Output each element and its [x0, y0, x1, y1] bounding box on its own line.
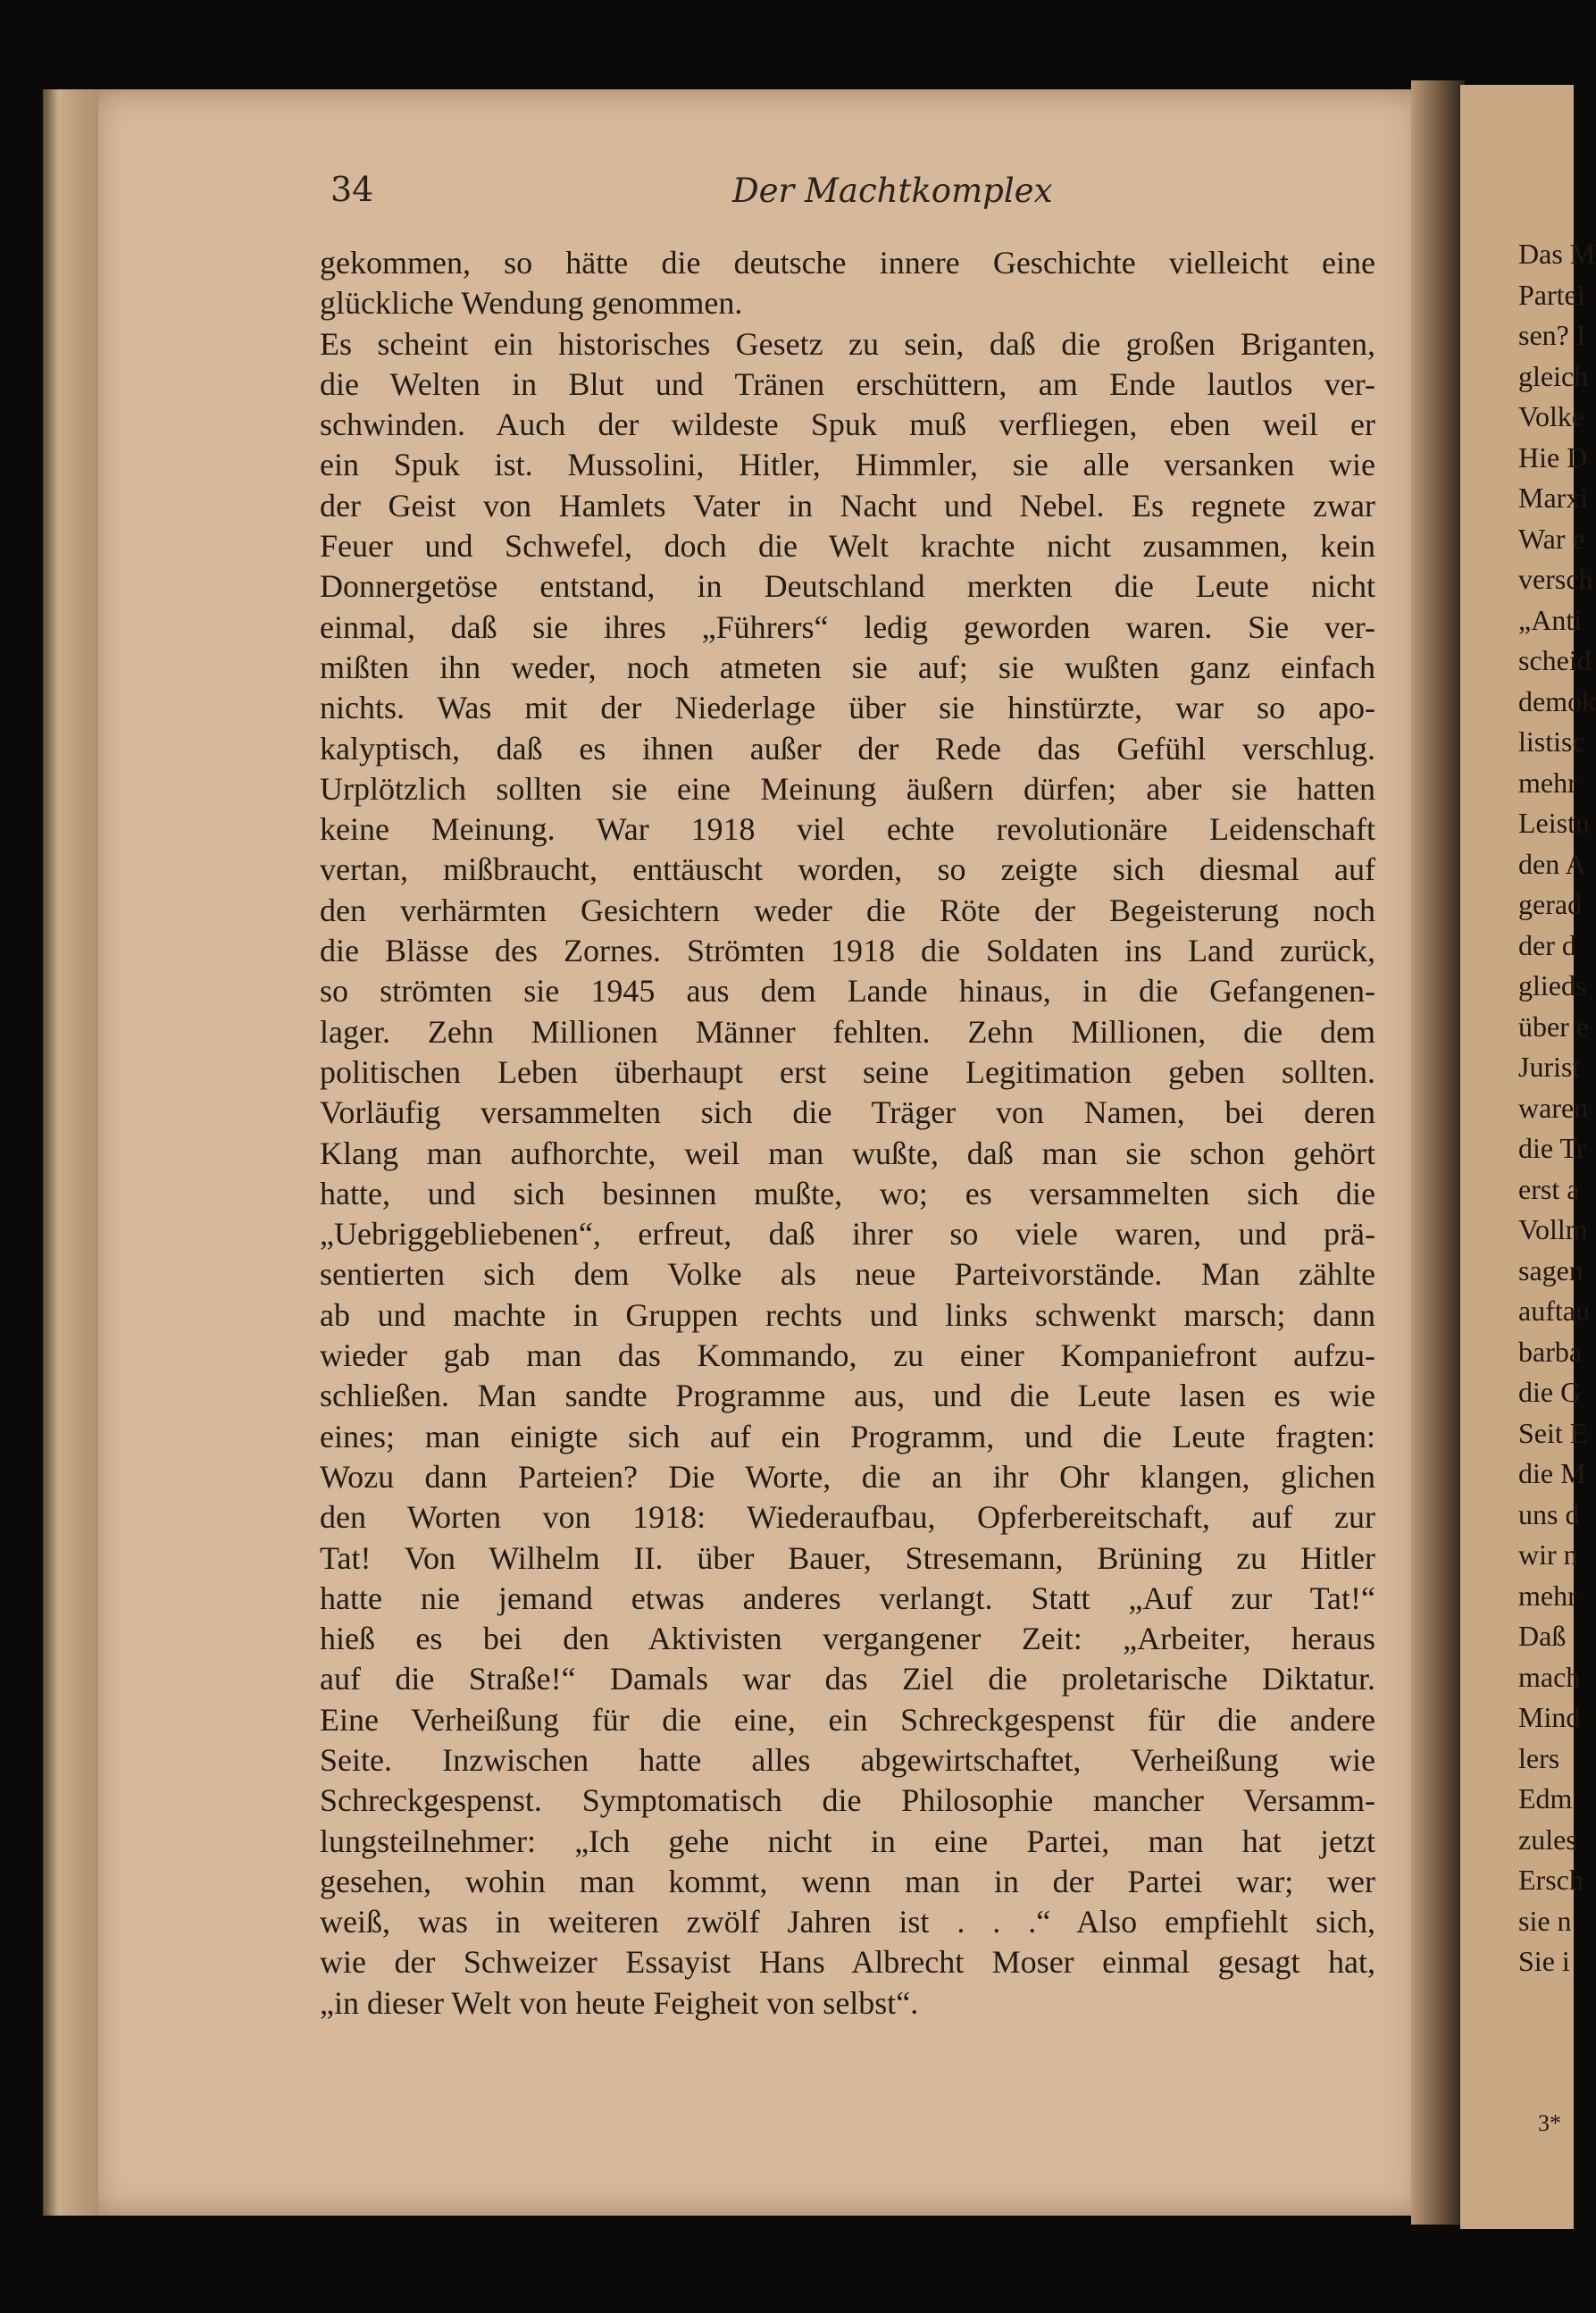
text-line: Seite. Inzwischen hatte alles abgewirtschaftet, Verheißung wie: [320, 1741, 1375, 1778]
next-page-line-fragment: wir n: [1518, 1538, 1578, 1571]
next-page-line-fragment: listisc: [1518, 725, 1585, 758]
next-page-line-fragment: über e: [1518, 1010, 1590, 1043]
next-page-line-fragment: Mind: [1518, 1701, 1581, 1733]
text-line: nichts. Was mit der Niederlage über sie hinstürzte, war so apo-: [320, 690, 1375, 726]
text-line: ab und machte in Gruppen rechts und links schwenkt marsch; dann: [320, 1296, 1375, 1333]
next-page-line-fragment: glieds: [1518, 969, 1587, 1001]
next-page-line-fragment: barba: [1518, 1335, 1583, 1368]
text-line: den Worten von 1918: Wiederaufbau, Opferbereitschaft, auf zur: [320, 1499, 1375, 1536]
text-line: weiß, was in weiteren zwölf Jahren ist . . .“ Also empfiehlt sich,: [320, 1904, 1375, 1940]
next-page-line-fragment: Marxi: [1518, 482, 1589, 514]
next-page-line-fragment: Edm: [1518, 1782, 1573, 1814]
next-page-line-fragment: erst a: [1518, 1172, 1580, 1205]
text-line: die Welten in Blut und Tränen erschüttern, am Ende lautlos ver-: [320, 365, 1375, 402]
text-line: lungsteilnehmer: „Ich gehe nicht in eine Partei, man hat jetzt: [320, 1823, 1375, 1859]
text-line: Donnergetöse entstand, in Deutschland merkten die Leute nicht: [320, 568, 1375, 605]
text-line: kalyptisch, daß es ihnen außer der Rede das Gefühl verschlug.: [320, 730, 1375, 767]
text-line: glückliche Wendung genommen.: [320, 285, 743, 322]
next-page-line-fragment: Das M: [1518, 238, 1596, 270]
text-line: wieder gab man das Kommando, zu einer Kompaniefront aufzu-: [320, 1337, 1375, 1374]
next-page-line-fragment: Vollm: [1518, 1213, 1588, 1245]
text-line: keine Meinung. War 1918 viel echte revolutionäre Leidenschaft: [320, 811, 1375, 848]
next-page-line-fragment: mehr: [1518, 766, 1577, 799]
text-line: schwinden. Auch der wildeste Spuk muß verfliegen, eben weil er: [320, 406, 1375, 443]
next-page-line-fragment: Seit E: [1518, 1416, 1588, 1449]
next-page-signature-mark: 3*: [1538, 2110, 1561, 2136]
running-title: Der Machtkomplex: [732, 172, 1053, 210]
next-page-line-fragment: gerad: [1518, 888, 1583, 920]
next-page-line-fragment: sie n: [1518, 1904, 1572, 1937]
text-line: Tat! Von Wilhelm II. über Bauer, Stresemann, Brüning zu Hitler: [320, 1539, 1375, 1576]
next-page-line-fragment: Sie i: [1518, 1945, 1570, 1977]
text-line: Feuer und Schwefel, doch die Welt krachte nicht zusammen, kein: [320, 528, 1375, 565]
next-page-line-fragment: die Tr: [1518, 1132, 1586, 1164]
book-gutter: [1411, 80, 1465, 2225]
text-line: vertan, mißbraucht, enttäuscht worden, so zeigte sich diesmal auf: [320, 851, 1375, 888]
next-page-line-fragment: Hie D: [1518, 440, 1588, 473]
text-line: auf die Straße!“ Damals war das Ziel die proletarische Diktatur.: [320, 1661, 1375, 1697]
next-page-line-fragment: die G: [1518, 1376, 1582, 1408]
text-line: hieß es bei den Aktivisten vergangener Zeit: „Arbeiter, heraus: [320, 1621, 1375, 1657]
text-line: schließen. Man sandte Programme aus, und die Leute lasen es wie: [320, 1378, 1375, 1414]
text-line: gesehen, wohin man kommt, wenn man in der Partei war; wer: [320, 1863, 1375, 1899]
next-page-line-fragment: den A: [1518, 847, 1586, 880]
text-line: so strömten sie 1945 aus dem Lande hinaus, in die Gefangenen-: [320, 973, 1375, 1010]
next-page-line-fragment: gleich: [1518, 359, 1589, 392]
next-page-line-fragment: waren: [1518, 1091, 1589, 1124]
text-line: mißten ihn weder, noch atmeten sie auf; sie wußten ganz einfach: [320, 649, 1375, 685]
body-text: [320, 243, 1375, 2024]
text-line: Urplötzlich sollten sie eine Meinung äußern dürfen; aber sie hatten: [320, 770, 1375, 807]
text-line: Es scheint ein historisches Gesetz zu sein, daß die großen Briganten,: [320, 325, 1375, 362]
book-edge: [43, 89, 105, 2216]
next-page-line-fragment: mehr: [1518, 1579, 1577, 1612]
next-page-line-fragment: uns d: [1518, 1497, 1580, 1530]
text-line: Wozu dann Parteien? Die Worte, die an ihr Ohr klangen, glichen: [320, 1458, 1375, 1495]
page-header: [223, 170, 1375, 223]
next-page-line-fragment: Jurist: [1518, 1051, 1581, 1083]
next-page-line-fragment: „Anti: [1518, 603, 1583, 636]
next-page-line-fragment: sagen: [1518, 1253, 1583, 1286]
text-line: ein Spuk ist. Mussolini, Hitler, Himmler, sie alle versanken wie: [320, 447, 1375, 483]
text-line: einmal, daß sie ihres „Führers“ ledig geworden waren. Sie ver-: [320, 608, 1375, 645]
next-page-line-fragment: lers: [1518, 1741, 1560, 1774]
text-line: der Geist von Hamlets Vater in Nacht und Nebel. Es regnete zwar: [320, 487, 1375, 524]
next-page-line-fragment: die M: [1518, 1457, 1586, 1489]
next-page-line-fragment: auftau: [1518, 1295, 1590, 1327]
text-line: eines; man einigte sich auf ein Programm, und die Leute fragten:: [320, 1418, 1375, 1454]
text-line: Vorläufig versammelten sich die Träger von Namen, bei deren: [320, 1094, 1375, 1131]
text-line: den verhärmten Gesichtern weder die Röte der Begeisterung noch: [320, 892, 1375, 928]
next-page-text-fragments: [1518, 234, 1596, 1982]
next-page-line-fragment: zules: [1518, 1823, 1577, 1856]
text-line: Eine Verheißung für die eine, ein Schreckgespenst für die andere: [320, 1701, 1375, 1738]
text-line: „in dieser Welt von heute Feigheit von selbst“.: [320, 1984, 919, 2021]
page-number: 34: [330, 170, 374, 209]
next-page-line-fragment: Leistu: [1518, 807, 1590, 839]
next-page-line-fragment: Daß: [1518, 1620, 1567, 1652]
text-line: wie der Schweizer Essayist Hans Albrecht Moser einmal gesagt hat,: [320, 1944, 1375, 1981]
next-page-line-fragment: versch: [1518, 563, 1593, 595]
next-page-line-fragment: Ersch: [1518, 1864, 1583, 1896]
text-line: Schreckgespenst. Symptomatisch die Philosophie mancher Versamm-: [320, 1782, 1375, 1819]
text-line: hatte nie jemand etwas anderes verlangt. Statt „Auf zur Tat!“: [320, 1580, 1375, 1616]
text-line: politischen Leben überhaupt erst seine Legitimation geben sollten.: [320, 1053, 1375, 1090]
next-page-line-fragment: der d: [1518, 928, 1576, 961]
next-page-line-fragment: sen? I: [1518, 319, 1586, 351]
text-line: Klang man aufhorchte, weil man wußte, daß man sie schon gehört: [320, 1135, 1375, 1171]
next-page-line-fragment: Volke: [1518, 400, 1585, 432]
text-line: gekommen, so hätte die deutsche innere Geschichte vielleicht eine: [320, 245, 1375, 281]
next-page-line-fragment: demok: [1518, 684, 1596, 717]
text-line: „Uebriggebliebenen“, erfreut, daß ihrer so viele waren, und prä-: [320, 1216, 1375, 1253]
text-line: die Blässe des Zornes. Strömten 1918 die Soldaten ins Land zurück,: [320, 933, 1375, 969]
next-page-line-fragment: scheid: [1518, 644, 1592, 676]
text-line: lager. Zehn Millionen Männer fehlten. Zehn Millionen, die dem: [320, 1013, 1375, 1050]
text-line: hatte, und sich besinnen mußte, wo; es versammelten sich die: [320, 1175, 1375, 1211]
text-line: sentierten sich dem Volke als neue Parteivorstände. Man zählte: [320, 1256, 1375, 1293]
next-page-line-fragment: Partei: [1518, 278, 1585, 311]
next-page-line-fragment: mach: [1518, 1660, 1581, 1693]
next-page-line-fragment: War e: [1518, 522, 1585, 555]
